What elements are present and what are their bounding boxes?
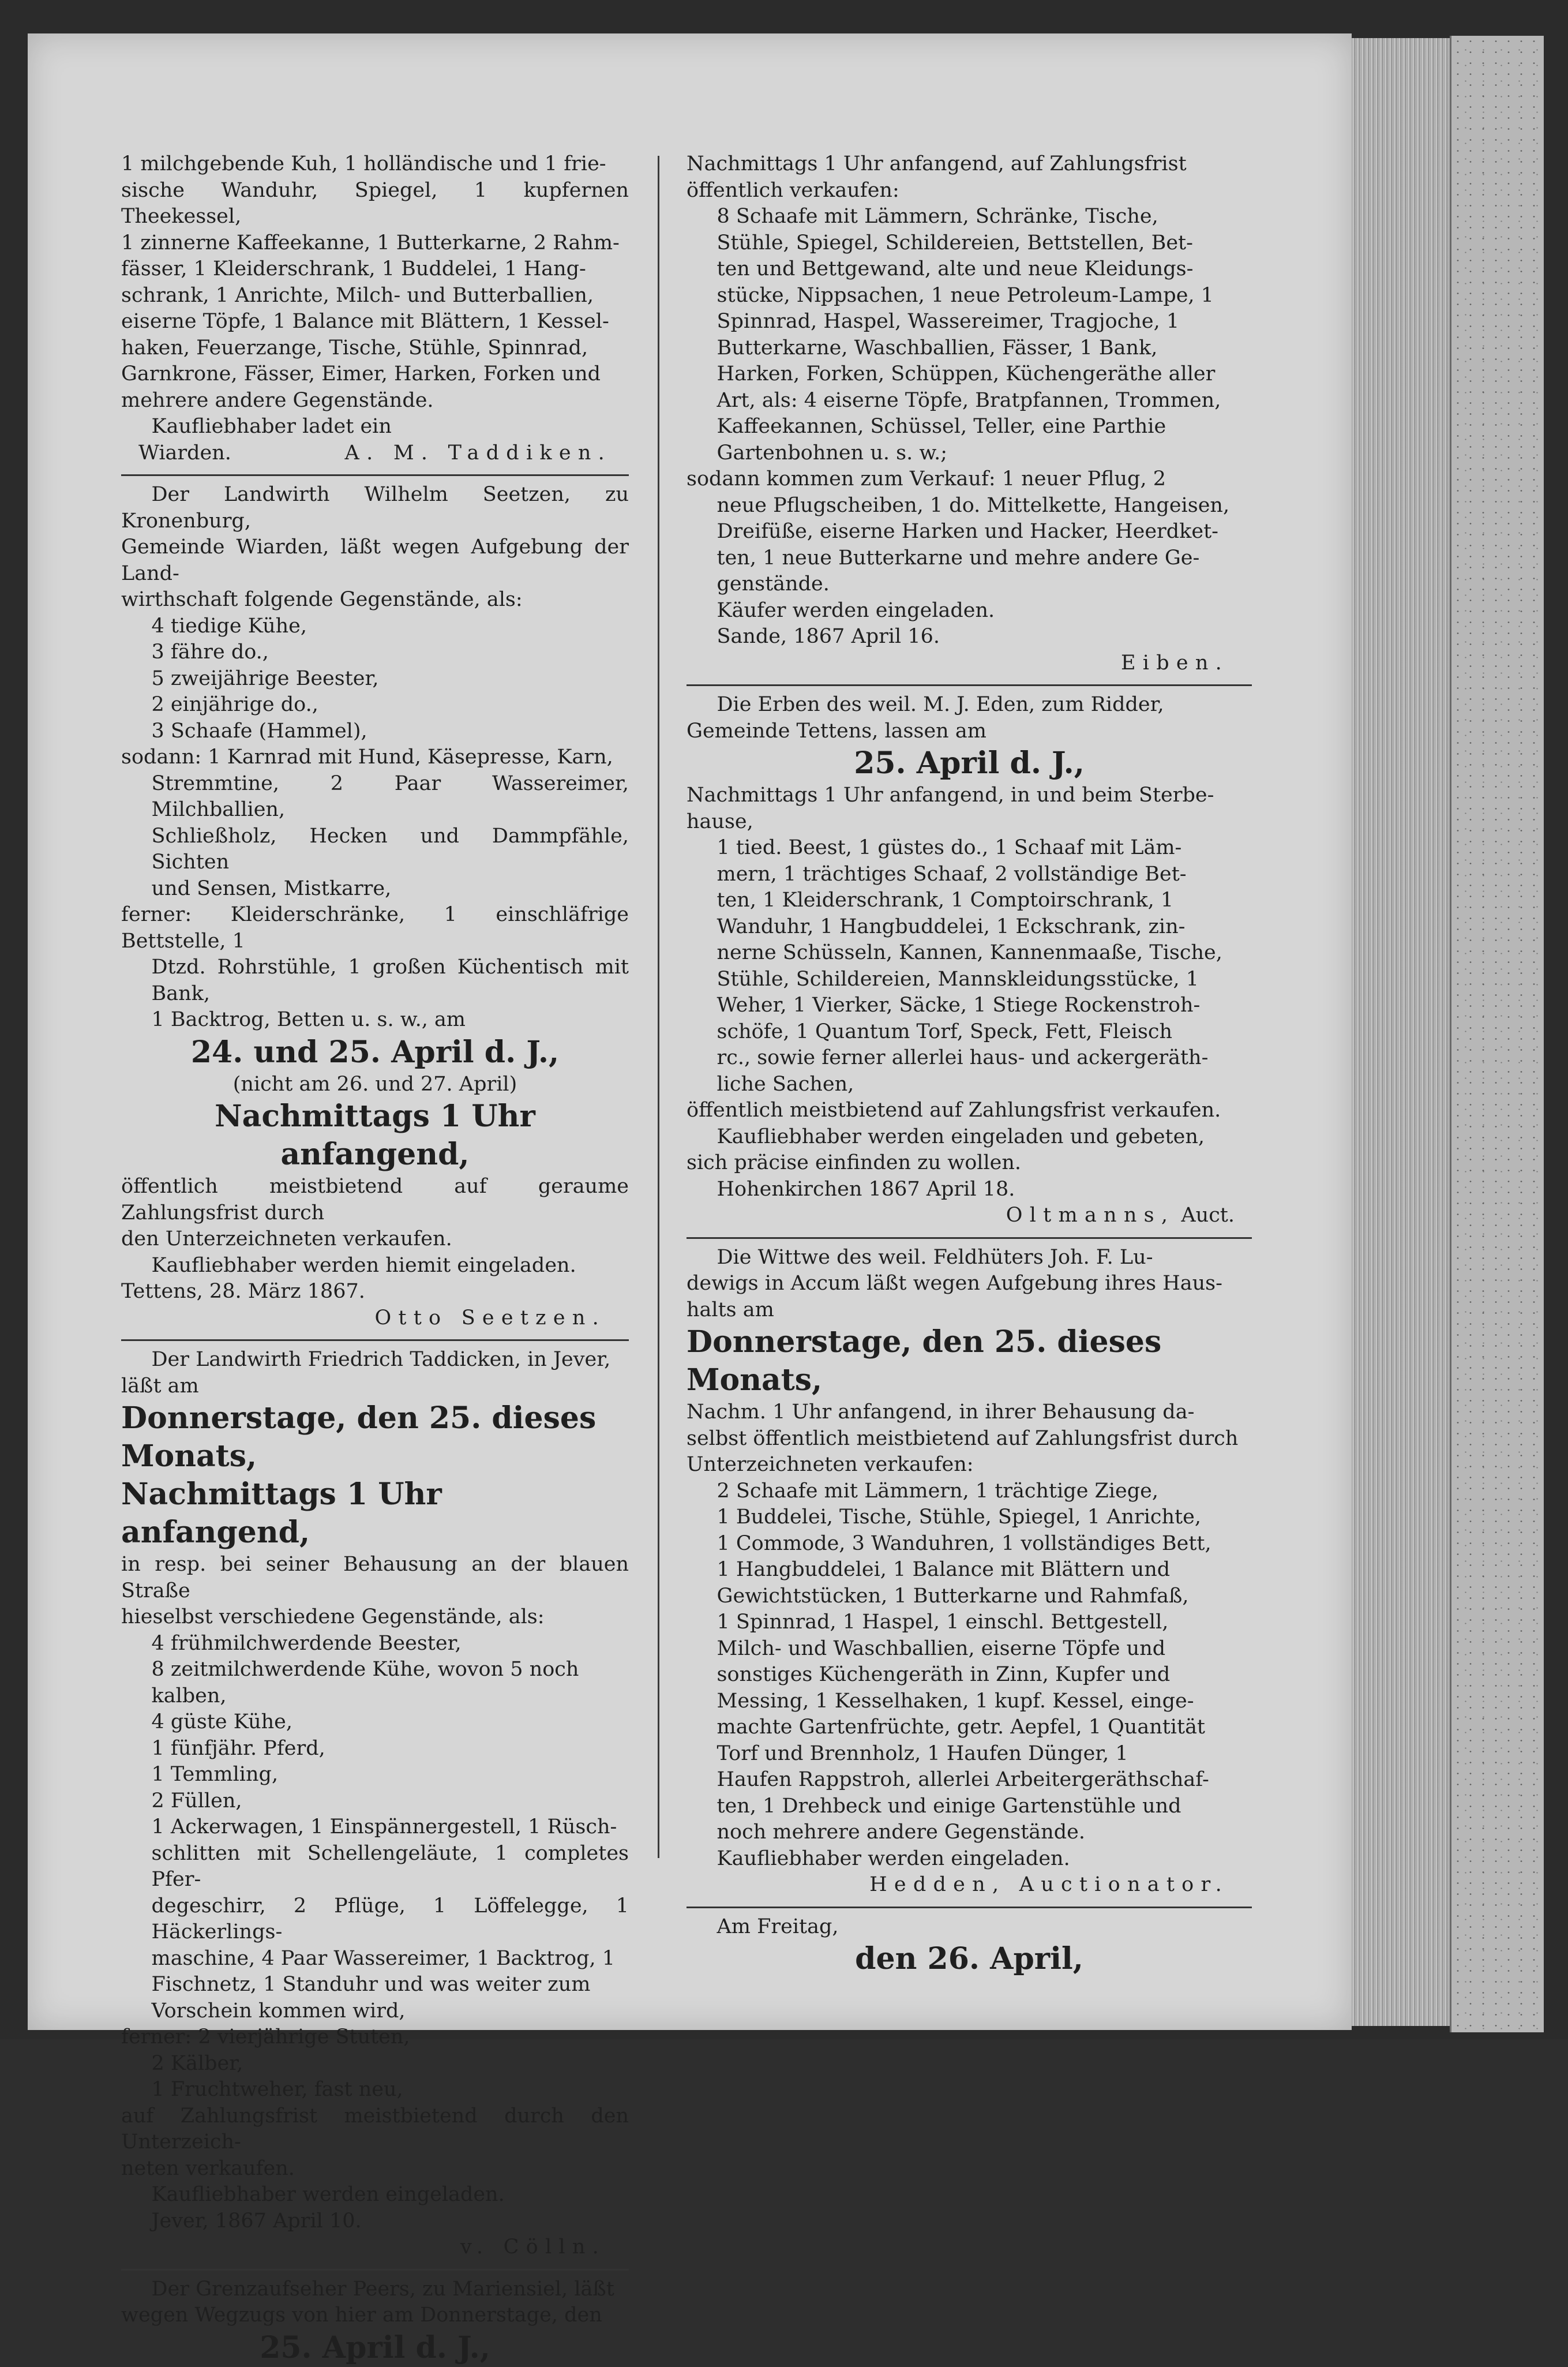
list-item: 4 tiedige Kühe,: [151, 614, 307, 638]
signature-line: [687, 1203, 1252, 1229]
signature-role: Auct.: [1181, 1204, 1235, 1227]
text-line: ten, 1 Drehbeck und einige Gartenstühle und: [717, 1794, 1181, 1818]
text-line: 1 milchgebende Kuh, 1 holländische und 1 frie-: [121, 152, 606, 175]
column-divider: [658, 156, 659, 1858]
ad-taddicken: [121, 1347, 629, 2261]
text-line: mern, 1 trächtiges Schaaf, 2 vollständige Bet-: [717, 862, 1187, 886]
text-line: öffentlich meistbietend auf geraume Zahlungsfrist durch: [121, 1175, 629, 1224]
text-line: den Unterzeichneten verkaufen.: [121, 1227, 452, 1250]
text-line: haken, Feuerzange, Tische, Stühle, Spinnrad,: [121, 336, 588, 359]
page-edges: [1352, 38, 1450, 2026]
auction-date: 25. April d. J.,: [854, 746, 1085, 781]
ad-separator: [121, 2269, 629, 2271]
list-item: 2 Füllen,: [151, 1789, 242, 1812]
text-line: Nachm. 1 Uhr anfangend, in ihrer Behausung da-: [687, 1400, 1195, 1424]
text-line: machte Gartenfrüchte, getr. Aepfel, 1 Quantität: [717, 1716, 1205, 1739]
text-line: Torf und Brennholz, 1 Haufen Dünger, 1: [717, 1741, 1128, 1765]
text-line: Gewichtstücken, 1 Butterkarne und Rahmfaß,: [717, 1584, 1189, 1608]
auction-date: den 26. April,: [855, 1941, 1083, 1976]
text-line: Nachmittags 1 Uhr anfangend, auf Zahlungsfrist: [687, 152, 1187, 175]
text-line: 1 Spinnrad, 1 Haspel, 1 einschl. Bettgestell,: [717, 1611, 1169, 1634]
text-line: mehrere andere Gegenstände.: [121, 388, 434, 412]
text-line: maschine, 4 Paar Wassereimer, 1 Backtrog, 1: [151, 1946, 616, 1970]
text-line: 1 tied. Beest, 1 güstes do., 1 Schaaf mit Läm-: [717, 836, 1182, 859]
text-line: läßt am: [121, 1374, 199, 1398]
text-line: ten, 1 neue Butterkarne und mehre andere Ge-: [717, 546, 1200, 570]
text-line: hause,: [687, 810, 753, 833]
text-line: rc., sowie ferner allerlei haus- und ackergeräth-: [717, 1046, 1209, 1069]
ad-eden-heirs: [687, 692, 1252, 1229]
signature-line: [121, 440, 629, 467]
list-item: 2 Kälber,: [151, 2051, 243, 2075]
text-line: Kaffeekannen, Schüssel, Teller, eine Parthie: [717, 415, 1166, 438]
list-item: 1 Temmling,: [151, 1763, 279, 1786]
text-line: Am Freitag,: [717, 1915, 839, 1938]
text-line: Art, als: 4 eiserne Töpfe, Bratpfannen, Trommen,: [717, 388, 1221, 412]
text-line: in resp. bei seiner Behausung an der blauen Straße: [121, 1553, 629, 1602]
text-line: Butterkarne, Waschballien, Fässer, 1 Bank,: [717, 336, 1158, 359]
invite-line: Käufer werden eingeladen.: [717, 598, 995, 622]
text-line: hieselbst verschiedene Gegenstände, als:: [121, 1605, 545, 1628]
text-line: Unterzeichneten verkaufen:: [687, 1453, 974, 1476]
text-line: ferner: Kleiderschränke, 1 einschläfrige Bettstelle, 1: [121, 903, 629, 953]
text-line: Gemeinde Wiarden, läßt wegen Aufgebung der Land-: [121, 535, 629, 585]
ad-separator: [121, 1339, 629, 1341]
text-line: 2 Schaafe mit Lämmern, 1 trächtige Ziege,: [717, 1479, 1159, 1503]
signature: Hedden, Auctionator.: [869, 1873, 1229, 1896]
text-line: 1 Hangbuddelei, 1 Balance mit Blättern und: [717, 1558, 1171, 1581]
text-line: Stühle, Schildereien, Mannskleidungsstücke, 1: [717, 967, 1199, 991]
text-line: selbst öffentlich meistbietend auf Zahlungsfrist durch: [687, 1426, 1239, 1450]
text-line: dewigs in Accum läßt wegen Aufgebung ihres Haus-: [687, 1272, 1222, 1295]
text-line: Haufen Rappstroh, allerlei Arbeitergeräthschaf-: [717, 1768, 1209, 1791]
text-line: liche Sachen,: [717, 1072, 854, 1096]
text-line: auf Zahlungsfrist meistbietend durch den Unterzeich-: [121, 2104, 629, 2153]
text-line: Harken, Forken, Schüppen, Küchengeräthe aller: [717, 362, 1216, 385]
text-line: 1 Ackerwagen, 1 Einspännergestell, 1 Rüsch-: [151, 1815, 617, 1838]
text-line: Fischnetz, 1 Standuhr und was weiter zum: [151, 1973, 591, 1996]
list-item: 1 Fruchtweher, fast neu,: [151, 2078, 403, 2101]
text-line: öffentlich verkaufen:: [687, 178, 899, 202]
text-line: ferner: 2 vierjährige Stuten,: [121, 2025, 410, 2048]
text-line: fässer, 1 Kleiderschrank, 1 Buddelei, 1 Hang-: [121, 257, 586, 280]
text-line: Garnkrone, Fässer, Eimer, Harken, Forken und: [121, 362, 601, 385]
text-line: Stremmtine, 2 Paar Wassereimer, Milchballien,: [151, 771, 629, 821]
signature: A. M. Taddiken.: [344, 441, 612, 465]
text-line: neten verkaufen.: [121, 2156, 295, 2180]
ad-separator: [687, 684, 1252, 686]
text-line: stücke, Nippsachen, 1 neue Petroleum-Lampe, 1: [717, 283, 1214, 307]
place: Wiarden.: [138, 441, 231, 465]
ad-seetzen: [121, 482, 629, 1331]
signature: Otto Seetzen.: [374, 1306, 606, 1329]
signature: Oltmanns,: [1006, 1204, 1175, 1227]
text-line: degeschirr, 2 Pflüge, 1 Löffelegge, 1 Häckerlings-: [151, 1894, 629, 1943]
auction-date: 24. und 25. April d. J.,: [190, 1034, 560, 1070]
signature: Eiben.: [1120, 651, 1229, 675]
ad-separator: [687, 1907, 1252, 1908]
text-line: eiserne Töpfe, 1 Balance mit Blättern, 1 Kessel-: [121, 310, 609, 333]
text-line: wirthschaft folgende Gegenstände, als:: [121, 588, 523, 611]
list-item: 3 Schaafe (Hammel),: [151, 719, 367, 743]
text-line: ten und Bettgewand, alte und neue Kleidungs-: [717, 257, 1194, 280]
text-line: 8 Schaafe mit Lämmern, Schränke, Tische,: [717, 205, 1158, 228]
auction-time: Nachmittags 1 Uhr anfangend,: [215, 1099, 535, 1172]
list-item: 1 fünfjähr. Pferd,: [151, 1736, 325, 1760]
invite-line: sich präcise einfinden zu wollen.: [687, 1151, 1022, 1174]
text-line: wegen Wegzugs von hier am Donnerstage, den: [121, 2304, 602, 2327]
text-line: Dreifüße, eiserne Harken und Hacker, Heerdket-: [717, 520, 1218, 543]
text-line: Der Grenzaufseher Peers, zu Mariensiel, läßt: [151, 2277, 614, 2301]
ad-ludewigs-widow: [687, 1245, 1252, 1898]
text-line: öffentlich meistbietend auf Zahlungsfrist verkaufen.: [687, 1099, 1221, 1122]
invite-line: Kaufliebhaber werden hiemit eingeladen.: [151, 1253, 576, 1277]
text-line: sodann kommen zum Verkauf: 1 neuer Pflug, 2: [687, 467, 1166, 490]
invite-line: Kaufliebhaber werden eingeladen und gebeten,: [717, 1125, 1205, 1148]
text-line: Der Landwirth Wilhelm Seetzen, zu Kronenburg,: [121, 483, 629, 533]
text-line: Weher, 1 Vierker, Säcke, 1 Stiege Rockenstroh-: [717, 994, 1201, 1017]
auction-date: Donnerstage, den 25. dieses Monats,: [121, 1400, 597, 1474]
text-line: Milch- und Waschballien, eiserne Töpfe und: [717, 1636, 1166, 1660]
text-line: 1 Backtrog, Betten u. s. w., am: [151, 1008, 466, 1031]
place-date: Hohenkirchen 1867 April 18.: [717, 1177, 1015, 1201]
auction-date: Donnerstage, den 25. dieses Monats,: [687, 1324, 1162, 1398]
text-line: Stühle, Spiegel, Schildereien, Bettstellen, Bet-: [717, 231, 1193, 254]
text-line: noch mehrere andere Gegenstände.: [717, 1821, 1085, 1844]
text-line: Wanduhr, 1 Hangbuddelei, 1 Eckschrank, zin-: [717, 915, 1186, 938]
list-item: 2 einjährige do.,: [151, 693, 318, 716]
place-date: Tettens, 28. März 1867.: [121, 1280, 365, 1303]
text-line: sische Wanduhr, Spiegel, 1 kupfernen Theekessel,: [121, 178, 629, 228]
list-item: 3 fähre do.,: [151, 641, 269, 664]
text-line: Spinnrad, Haspel, Wassereimer, Tragjoche, 1: [717, 310, 1180, 333]
text-line: Dtzd. Rohrstühle, 1 großen Küchentisch mit Bank,: [151, 956, 629, 1005]
right-column: [687, 151, 1252, 1978]
text-line: 1 zinnerne Kaffeekanne, 1 Butterkarne, 2 Rahm-: [121, 231, 620, 254]
text-line: Gemeinde Tettens, lassen am: [687, 719, 986, 743]
text-line: schrank, 1 Anrichte, Milch- und Butterballien,: [121, 283, 594, 307]
text-line: ten, 1 Kleiderschrank, 1 Comptoirschrank, 1: [717, 889, 1174, 912]
invite-line: Kaufliebhaber werden eingeladen.: [717, 1847, 1070, 1870]
ad-peers: [121, 2276, 629, 2367]
ad-separator: [121, 474, 629, 476]
text-line: schlitten mit Schellengeläute, 1 completes Pfer-: [151, 1841, 629, 1891]
signature: v. Cölln.: [460, 2235, 606, 2259]
invite-line: Kaufliebhaber werden eingeladen.: [151, 2183, 505, 2206]
place-date: Sande, 1867 April 16.: [717, 625, 940, 648]
text-line: Schließholz, Hecken und Dammpfähle, Sichten: [151, 824, 629, 874]
text-line: Der Landwirth Friedrich Taddicken, in Jever,: [151, 1348, 611, 1371]
left-column: [121, 151, 629, 2367]
text-line: sodann: 1 Karnrad mit Hund, Käsepresse, Karn,: [121, 746, 613, 769]
list-item: 4 güste Kühe,: [151, 1710, 293, 1733]
place-date: Jever, 1867 April 10.: [151, 2209, 362, 2233]
ad-taddiken: [121, 151, 629, 466]
book-cover-edge: [1450, 36, 1544, 2032]
text-line: neue Pflugscheiben, 1 do. Mittelkette, Hangeisen,: [717, 493, 1230, 517]
ad-separator: [687, 1237, 1252, 1239]
auction-date: 25. April d. J.,: [260, 2329, 490, 2365]
ad-friday: [687, 1914, 1252, 1979]
text-line: Vorschein kommen wird,: [151, 1999, 406, 2023]
text-line: Gartenbohnen u. s. w.;: [717, 441, 948, 465]
text-line: Nachmittags 1 Uhr anfangend, in und beim Sterbe-: [687, 784, 1214, 807]
invite-line: Kaufliebhaber ladet ein: [151, 415, 392, 438]
text-line: 1 Buddelei, Tische, Stühle, Spiegel, 1 Anrichte,: [717, 1505, 1201, 1529]
list-item: 5 zweijährige Beester,: [151, 666, 379, 690]
text-line: und Sensen, Mistkarre,: [151, 877, 392, 900]
date-note: (nicht am 26. und 27. April): [232, 1072, 517, 1096]
text-line: schöfe, 1 Quantum Torf, Speck, Fett, Fleisch: [717, 1020, 1173, 1043]
list-item: 4 frühmilchwerdende Beester,: [151, 1631, 462, 1655]
text-line: Messing, 1 Kesselhaken, 1 kupf. Kessel, einge-: [717, 1689, 1194, 1713]
text-line: genstände.: [717, 572, 830, 596]
auction-time: Nachmittags 1 Uhr anfangend,: [121, 1477, 442, 1550]
text-line: Die Wittwe des weil. Feldhüters Joh. F. Lu-: [717, 1245, 1153, 1269]
text-line: nerne Schüsseln, Kannen, Kannenmaaße, Tische,: [717, 941, 1222, 964]
text-line: 1 Commode, 3 Wanduhren, 1 vollständiges Bett,: [717, 1531, 1211, 1555]
ad-eiben: [687, 151, 1252, 676]
list-item: 8 zeitmilchwerdende Kühe, wovon 5 noch kalben,: [151, 1658, 579, 1707]
text-line: Die Erben des weil. M. J. Eden, zum Ridder,: [717, 693, 1164, 716]
text-line: halts am: [687, 1298, 774, 1321]
text-line: sonstiges Küchengeräth in Zinn, Kupfer und: [717, 1663, 1171, 1686]
